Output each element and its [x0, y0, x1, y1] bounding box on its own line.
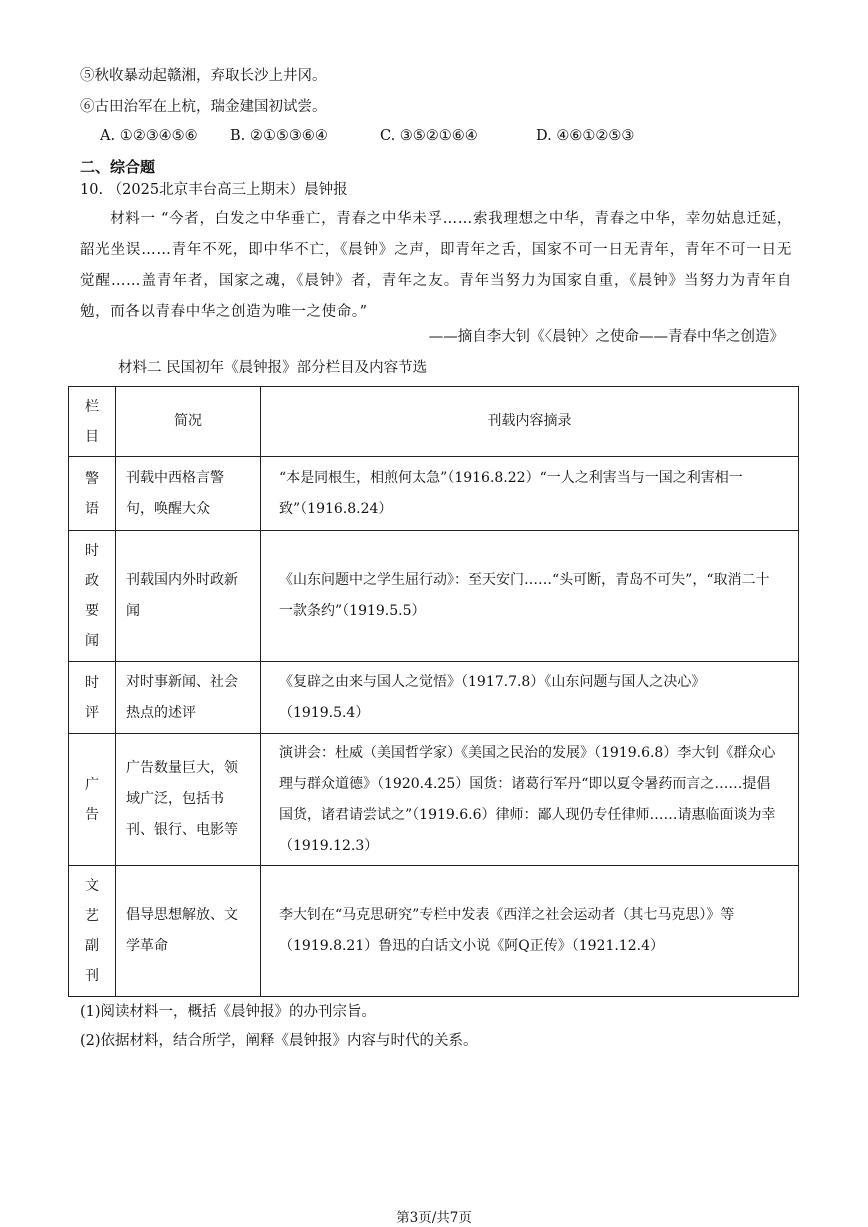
table-row: [69, 531, 799, 662]
table-header-row: [69, 387, 799, 457]
sub-question-2: (2)依据材料，结合所学，阐释《晨钟报》内容与时代的关系。: [80, 1033, 478, 1049]
row-content: 演讲会：杜威（美国哲学家）《美国之民治的发展》（1919.6.8）李大钊《群众心理与群众道德》（1920.4.25）国货：诸葛行军丹“即以夏令暑药而言之……提倡国货，诸君请尝试之”（1919.6.6）律师：鄙人现仍专任律师……请惠临面谈为幸（1919.12.3）: [261, 734, 799, 866]
row-column-name: [69, 531, 116, 662]
header-column-name: [69, 387, 116, 457]
header-summary: 简况: [116, 387, 261, 457]
table-row: [69, 866, 799, 997]
choice-a: A. ①②③④⑤⑥: [100, 128, 198, 144]
choice-c: C. ③⑤②①⑥④: [380, 128, 478, 144]
columns-table: [68, 386, 799, 997]
row-column-name: [69, 734, 116, 866]
table-row: [69, 662, 799, 734]
row-summary: 对时事新闻、社会热点的述评: [116, 662, 261, 734]
row-column-name-text: 时 评: [85, 674, 99, 721]
row-column-name-text: 文 艺 副 刊: [85, 878, 99, 984]
header-content: 刊载内容摘录: [261, 387, 799, 457]
header-column-name-text: 栏 目: [85, 398, 99, 445]
row-summary: 广告数量巨大，领域广泛，包括书刊、银行、电影等: [116, 734, 261, 866]
page-footer: 第3页/共7页: [396, 1210, 472, 1226]
sub-question-1: (1)阅读材料一，概括《晨钟报》的办刊宗旨。: [80, 1004, 377, 1020]
row-summary: 倡导思想解放、文学革命: [116, 866, 261, 997]
answer-choices: [100, 128, 634, 144]
row-summary: 刊载中西格言警句，唤醒大众: [116, 457, 261, 531]
row-content: 《山东问题中之学生屈行动》：至天安门……“头可断，青岛不可失”，“取消二十一款条约”（1919.5.5）: [261, 531, 799, 662]
row-column-name: [69, 457, 116, 531]
option-item-5: ⑤秋收暴动起赣湘，弃取长沙上井冈。: [80, 68, 327, 84]
material-one: [80, 204, 792, 328]
row-column-name: [69, 866, 116, 997]
row-summary: 刊载国内外时政新闻: [116, 531, 261, 662]
row-content: 《复辟之由来与国人之觉悟》（1917.7.8）《山东问题与国人之决心》（1919.5.4）: [261, 662, 799, 734]
row-column-name: [69, 662, 116, 734]
row-column-name-text: 警 语: [85, 470, 99, 517]
material-one-text: 材料一 “今者，白发之中华垂亡，青春之中华未孚……索我理想之中华，青春之中华，幸勿姑息迁延，韶光坐误……青年不死，即中华不亡，《晨钟》之声，即青年之舌，国家不可一日无青年，青年不可一日无觉醒……盖青年者，国家之魂，《晨钟》者，青年之友。青年当努力为国家自重，《晨钟》当努力为青年自勉，而各以青春中华之创造为唯一之使命。”: [80, 211, 792, 320]
row-column-name-text: 广 告: [85, 776, 99, 823]
row-column-name-text: 时 政 要 闻: [85, 543, 99, 649]
section-title: 二、综合题: [80, 158, 156, 176]
row-content: 李大钊在“马克思研究”专栏中发表《西洋之社会运动者（其七马克思）》等（1919.8.21）鲁迅的白话文小说《阿Q正传》（1921.12.4）: [261, 866, 799, 997]
choice-d: D. ④⑥①②⑤③: [536, 128, 635, 144]
option-item-6: ⑥古田治军在上杭，瑞金建国初试尝。: [80, 99, 327, 115]
material-two-caption: 材料二 民国初年《晨钟报》部分栏目及内容节选: [118, 360, 428, 376]
table-row: [69, 457, 799, 531]
question-title: 10. （2025北京丰台高三上期末）晨钟报: [80, 182, 348, 198]
table-row: [69, 734, 799, 866]
row-content: “本是同根生，相煎何太急”（1916.8.22）“一人之利害当与一国之利害相一致”（1916.8.24）: [261, 457, 799, 531]
choice-b: B. ②①⑤③⑥④: [230, 128, 328, 144]
material-one-source: ——摘自李大钊《〈晨钟〉之使命——青春中华之创造》: [428, 329, 784, 345]
